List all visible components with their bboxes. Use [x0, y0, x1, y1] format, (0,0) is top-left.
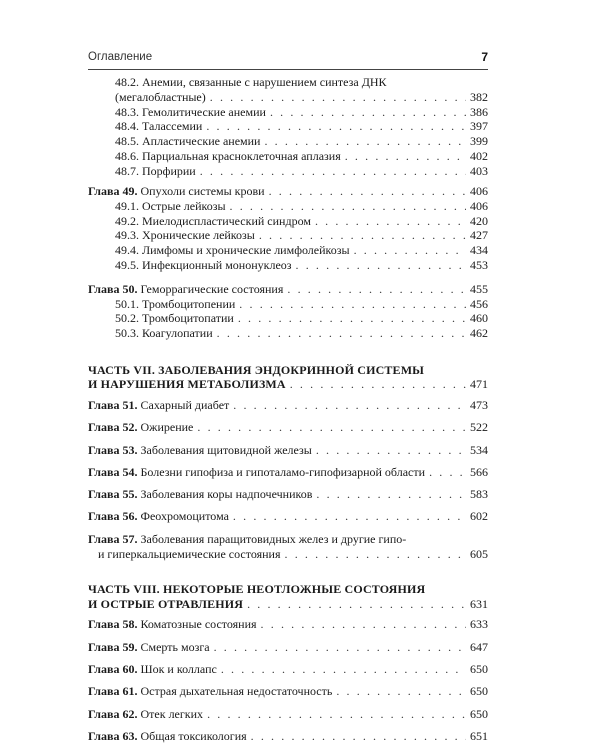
toc-entry-49-1[interactable]: [88, 199, 488, 214]
leader-dots: [210, 90, 466, 105]
toc-page-number: 631: [470, 596, 488, 611]
leader-dots: [429, 465, 466, 480]
leader-dots: [354, 243, 466, 258]
toc-entry-48-7[interactable]: [88, 164, 488, 179]
chapter-prefix: Глава 55.: [88, 487, 138, 502]
toc-page-number: 399: [470, 134, 488, 149]
running-header: [88, 51, 488, 67]
leader-dots: [221, 662, 466, 677]
toc-chapter-58[interactable]: [88, 617, 488, 632]
chapter-title: Ожирение: [140, 420, 194, 435]
leader-dots: [247, 597, 466, 612]
chapter-title: Сахарный диабет: [140, 397, 230, 412]
toc-page-number: 386: [470, 104, 488, 119]
toc-page-number: 406: [470, 198, 488, 213]
toc-entry-49-2[interactable]: [88, 214, 488, 229]
toc-entry-label: 49.5. Инфекционный мононуклеоз: [115, 257, 292, 272]
chapter-prefix: Глава 62.: [88, 706, 138, 721]
toc-entry-50-2[interactable]: [88, 311, 488, 326]
toc-entry-label: 50.2. Тромбоцитопатии: [115, 311, 234, 326]
toc-entry-48-2[interactable]: [88, 90, 488, 105]
toc-entry-49-5[interactable]: [88, 258, 488, 273]
toc-page-number: 583: [470, 487, 488, 502]
part-8-heading-line2: И ОСТРЫЕ ОТРАВЛЕНИЯ: [88, 596, 244, 611]
toc-page-number: 566: [470, 464, 488, 479]
toc-entry-label: 48.5. Апластические анемии: [115, 134, 261, 149]
toc-entry-label: 50.1. Тромбоцитопении: [115, 296, 236, 311]
toc-chapter-63[interactable]: [88, 729, 488, 744]
leader-dots: [285, 547, 467, 562]
toc-page-number: 406: [470, 183, 488, 198]
part-7-heading-line1: ЧАСТЬ VII. ЗАБОЛЕВАНИЯ ЭНДОКРИННОЙ СИСТЕМЫ: [88, 362, 425, 377]
leader-dots: [207, 707, 466, 722]
chapter-prefix: Глава 57.: [88, 531, 138, 546]
toc-page-number: 420: [470, 213, 488, 228]
toc-entry-49-3[interactable]: [88, 228, 488, 243]
leader-dots: [270, 105, 466, 120]
toc-entry-label: 48.6. Парциальная красноклеточная аплазия: [115, 148, 341, 163]
leader-dots: [287, 282, 466, 297]
chapter-prefix: Глава 50.: [88, 281, 138, 296]
toc-chapter-56[interactable]: [88, 509, 488, 524]
toc-page-number: 650: [470, 706, 488, 721]
leader-dots: [315, 214, 466, 229]
toc-part-8[interactable]: [88, 597, 488, 612]
toc-entry-label: 50.3. Коагулопатии: [115, 326, 213, 341]
toc-entry-50-1[interactable]: [88, 297, 488, 312]
chapter-prefix: Глава 56.: [88, 509, 138, 524]
toc-page-number: 397: [470, 119, 488, 134]
toc-chapter-62[interactable]: [88, 707, 488, 722]
toc-entry-label: 49.4. Лимфомы и хронические лимфолейкозы: [115, 243, 350, 258]
chapter-title: Заболевания паращитовидных желез и другие гипо-: [140, 531, 407, 546]
leader-dots: [316, 487, 466, 502]
page-number: 7: [481, 50, 488, 64]
leader-dots: [316, 443, 466, 458]
toc-page-number: 460: [470, 311, 488, 326]
leader-dots: [233, 509, 466, 524]
toc-chapter-51[interactable]: [88, 398, 488, 413]
chapter-title: Шок и коллапс: [140, 661, 217, 676]
toc-entry-48-6[interactable]: [88, 149, 488, 164]
toc-page-number: 534: [470, 442, 488, 457]
toc-entry-50-3[interactable]: [88, 326, 488, 341]
toc-page-number: 453: [470, 257, 488, 272]
chapter-prefix: Глава 60.: [88, 661, 138, 676]
toc-page-number: 471: [470, 377, 488, 392]
leader-dots: [269, 184, 466, 199]
leader-dots: [261, 617, 466, 632]
leader-dots: [264, 134, 466, 149]
table-of-contents: [88, 75, 488, 744]
toc-chapter-60[interactable]: [88, 662, 488, 677]
toc-page-number: 522: [470, 420, 488, 435]
toc-entry-label: 49.3. Хронические лейкозы: [115, 228, 255, 243]
toc-page-number: 455: [470, 281, 488, 296]
leader-dots: [251, 729, 466, 744]
toc-entry-label: 48.7. Порфирии: [115, 163, 196, 178]
toc-entry-48-2-line1: 48.2. Анемии, связанные с нарушением синтеза ДНК: [115, 75, 387, 89]
leader-dots: [217, 326, 466, 341]
toc-page-number: 382: [470, 89, 488, 104]
leader-dots: [290, 377, 466, 392]
toc-page-number: 602: [470, 509, 488, 524]
toc-entry-label: 48.4. Талассемии: [115, 119, 203, 134]
chapter-title: Смерть мозга: [140, 639, 210, 654]
toc-chapter-50[interactable]: [88, 282, 488, 297]
chapter-title: Заболевания щитовидной железы: [140, 442, 312, 457]
part-8-heading-line1: ЧАСТЬ VIII. НЕКОТОРЫЕ НЕОТЛОЖНЫЕ СОСТОЯНИЯ: [88, 582, 426, 597]
chapter-prefix: Глава 54.: [88, 464, 138, 479]
chapter-title: Геморрагические состояния: [140, 281, 284, 296]
chapter-prefix: Глава 53.: [88, 442, 138, 457]
chapter-title: Феохромоцитома: [140, 509, 229, 524]
leader-dots: [200, 164, 466, 179]
chapter-prefix: Глава 61.: [88, 684, 138, 699]
toc-page-number: 462: [470, 326, 488, 341]
chapter-prefix: Глава 58.: [88, 617, 138, 632]
toc-chapter-59[interactable]: [88, 640, 488, 655]
chapter-prefix: Глава 49.: [88, 183, 138, 198]
toc-entry-48-4[interactable]: [88, 119, 488, 134]
chapter-title: Болезни гипофиза и гипоталамо-гипофизарной области: [140, 464, 426, 479]
toc-entry-label: 48.3. Гемолитические анемии: [115, 104, 266, 119]
leader-dots: [345, 149, 466, 164]
leader-dots: [296, 258, 466, 273]
toc-entry-48-5[interactable]: [88, 134, 488, 149]
running-header-title: Оглавление: [88, 51, 153, 63]
toc-chapter-61[interactable]: [88, 684, 488, 699]
chapter-prefix: Глава 63.: [88, 728, 138, 743]
toc-page-number: 473: [470, 397, 488, 412]
toc-page-number: 456: [470, 296, 488, 311]
leader-dots: [214, 640, 466, 655]
chapter-prefix: Глава 59.: [88, 639, 138, 654]
chapter-title: Общая токсикология: [140, 728, 247, 743]
header-rule: [88, 69, 488, 70]
toc-page-number: 402: [470, 148, 488, 163]
chapter-title: Острая дыхательная недостаточность: [140, 684, 333, 699]
leader-dots: [230, 199, 466, 214]
toc-page-number: 650: [470, 661, 488, 676]
chapter-title: Заболевания коры надпочечников: [140, 487, 313, 502]
toc-page-number: 605: [470, 546, 488, 561]
part-7-heading-line2: И НАРУШЕНИЯ МЕТАБОЛИЗМА: [88, 377, 286, 392]
toc-page-number: 434: [470, 243, 488, 258]
toc-entry-label: (мегалобластные): [115, 89, 206, 104]
toc-entry-label: 49.2. Миелодиспластический синдром: [115, 213, 311, 228]
toc-entry-48-3[interactable]: [88, 105, 488, 120]
toc-page-number: 647: [470, 639, 488, 654]
leader-dots: [239, 297, 466, 312]
toc-page-number: 427: [470, 228, 488, 243]
leader-dots: [336, 684, 466, 699]
toc-entry-49-4[interactable]: [88, 243, 488, 258]
toc-page-number: 633: [470, 617, 488, 632]
chapter-title-continued: и гиперкальциемические состояния: [98, 546, 281, 561]
chapter-prefix: Глава 51.: [88, 397, 138, 412]
leader-dots: [197, 420, 466, 435]
toc-chapter-55[interactable]: [88, 487, 488, 502]
toc-page-number: 403: [470, 163, 488, 178]
chapter-title: Опухоли системы крови: [140, 183, 265, 198]
toc-part-7[interactable]: [88, 377, 488, 392]
chapter-prefix: Глава 52.: [88, 420, 138, 435]
chapter-title: Отек легких: [140, 706, 204, 721]
leader-dots: [233, 398, 466, 413]
toc-chapter-57[interactable]: [88, 547, 488, 562]
toc-chapter-57-line1[interactable]: [88, 532, 488, 547]
toc-page-number: 651: [470, 728, 488, 743]
toc-page-number: 650: [470, 684, 488, 699]
toc-chapter-49[interactable]: [88, 184, 488, 199]
chapter-title: Коматозные состояния: [140, 617, 257, 632]
toc-chapter-54[interactable]: [88, 465, 488, 480]
leader-dots: [206, 119, 466, 134]
leader-dots: [238, 311, 466, 326]
toc-chapter-52[interactable]: [88, 420, 488, 435]
toc-chapter-53[interactable]: [88, 443, 488, 458]
toc-entry-label: 49.1. Острые лейкозы: [115, 198, 226, 213]
leader-dots: [259, 228, 466, 243]
